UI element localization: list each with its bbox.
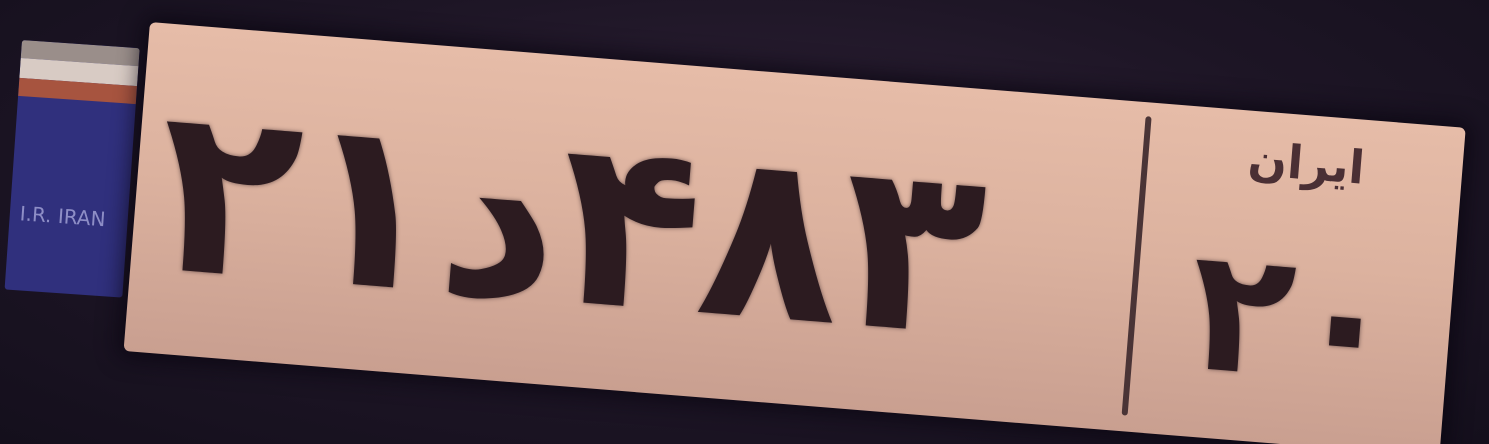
plate-main-number: ۲۱د۴۸۳ [147, 53, 994, 390]
license-plate [124, 22, 1466, 444]
country-code-text: I.R. IRAN [19, 201, 107, 232]
region-label: ایران [1246, 131, 1367, 195]
region-code: ۲۰ [1182, 210, 1406, 425]
iran-flag-strip [5, 40, 140, 298]
plate-region-section [1134, 103, 1459, 444]
